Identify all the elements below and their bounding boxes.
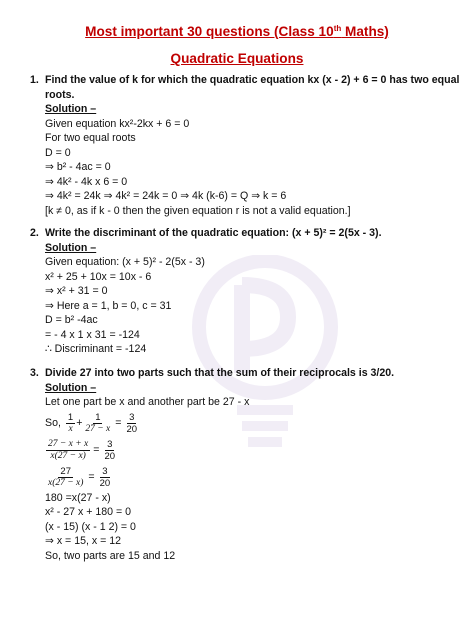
fraction: $\frac{3}{20}$ [99, 465, 111, 489]
solution-line: x² - 27 x + 180 = 0 [45, 506, 131, 518]
title-superscript: th [333, 24, 342, 33]
solution-line: ⇒ x² + 31 = 0 [45, 285, 108, 297]
plus-sign: + [76, 416, 83, 429]
solution-3 [30, 381, 460, 564]
solution-line: For two equal roots [45, 132, 136, 144]
question-text: Write the discriminant of the quadratic equation: (x + 5)² = 2(5x - 3). [45, 227, 382, 239]
equals-sign: = [93, 443, 100, 456]
question-3-header [30, 366, 460, 381]
solution-label: Solution – [45, 241, 97, 254]
question-3 [30, 366, 460, 563]
question-text: Find the value of k for which the quadratic equation kx (x - 2) + 6 = 0 has two equal roots. [45, 74, 460, 101]
solution-line: (x - 15) (x - 1 2) = 0 [45, 520, 136, 533]
solution-line: D = b² -4ac [45, 314, 98, 326]
solution-line: ⇒ b² - 4ac = 0 [45, 161, 111, 173]
solution-line: ⇒ 4k² = 24k ⇒ 4k² = 24k = 0 ⇒ 4k (k-6) = Q ⇒ k = 6 [45, 190, 287, 202]
question-1 [30, 73, 460, 218]
solution-line: x² + 25 + 10x = 10x - 6 [45, 270, 152, 283]
question-2-header [30, 226, 460, 241]
solution-line: ∴ Discriminant = -124 [45, 343, 147, 355]
question-1-header [30, 73, 460, 102]
solution-line: Let one part be x and another part be 27 - x [45, 396, 250, 408]
equation-row [45, 410, 460, 437]
fraction: $\frac{1}{x}$ [67, 411, 74, 434]
solution-line: ⇒ x = 15, x = 12 [45, 535, 122, 547]
solution-line: ⇒ 4k² - 4k x 6 = 0 [45, 175, 128, 188]
solution-line: ⇒ Here a = 1, b = 0, c = 31 [45, 299, 172, 312]
fraction: $\frac{27 - x + x}{x(27 - x)}$ [48, 438, 89, 461]
solution-line: 180 =x(27 - x) [45, 491, 111, 504]
solution-line: So, two parts are 15 and 12 [45, 549, 176, 562]
solution-line: Given equation kx²-2kx + 6 = 0 [45, 117, 190, 130]
solution-label: Solution – [45, 103, 97, 115]
page-subtitle: Quadratic Equations [170, 51, 304, 66]
equals-sign: = [88, 470, 95, 483]
solution-line: D = 0 [45, 146, 71, 159]
equation-row [45, 464, 460, 491]
solution-line: Given equation: (x + 5)² - 2(5x - 3) [45, 256, 205, 268]
question-2 [30, 226, 460, 357]
fraction: $\frac{3}{20}$ [104, 438, 116, 462]
question-number: 2. [30, 227, 39, 239]
fraction: $\frac{27}{x(27 - x)}$ [48, 465, 84, 488]
question-text: Divide 27 into two parts such that the sum of their reciprocals is 3/20. [45, 367, 395, 379]
fraction: $\frac{3}{20}$ [126, 411, 138, 435]
solution-label: Solution – [45, 381, 97, 394]
solution-1 [30, 102, 460, 218]
question-number: 1. [30, 74, 39, 86]
solution-2 [30, 241, 460, 357]
equation-row [45, 437, 460, 464]
so-label: So, [45, 416, 61, 429]
solution-line: [k ≠ 0, as if k - 0 then the given equation r is not a valid equation.] [45, 204, 351, 217]
solution-line: = - 4 x 1 x 31 = -124 [45, 328, 140, 341]
page-title: Most important 30 questions (Class 10th Maths) [85, 24, 389, 39]
equals-sign: = [115, 416, 122, 429]
question-number: 3. [30, 367, 39, 379]
fraction: $\frac{1}{27 - x}$ [85, 411, 111, 434]
